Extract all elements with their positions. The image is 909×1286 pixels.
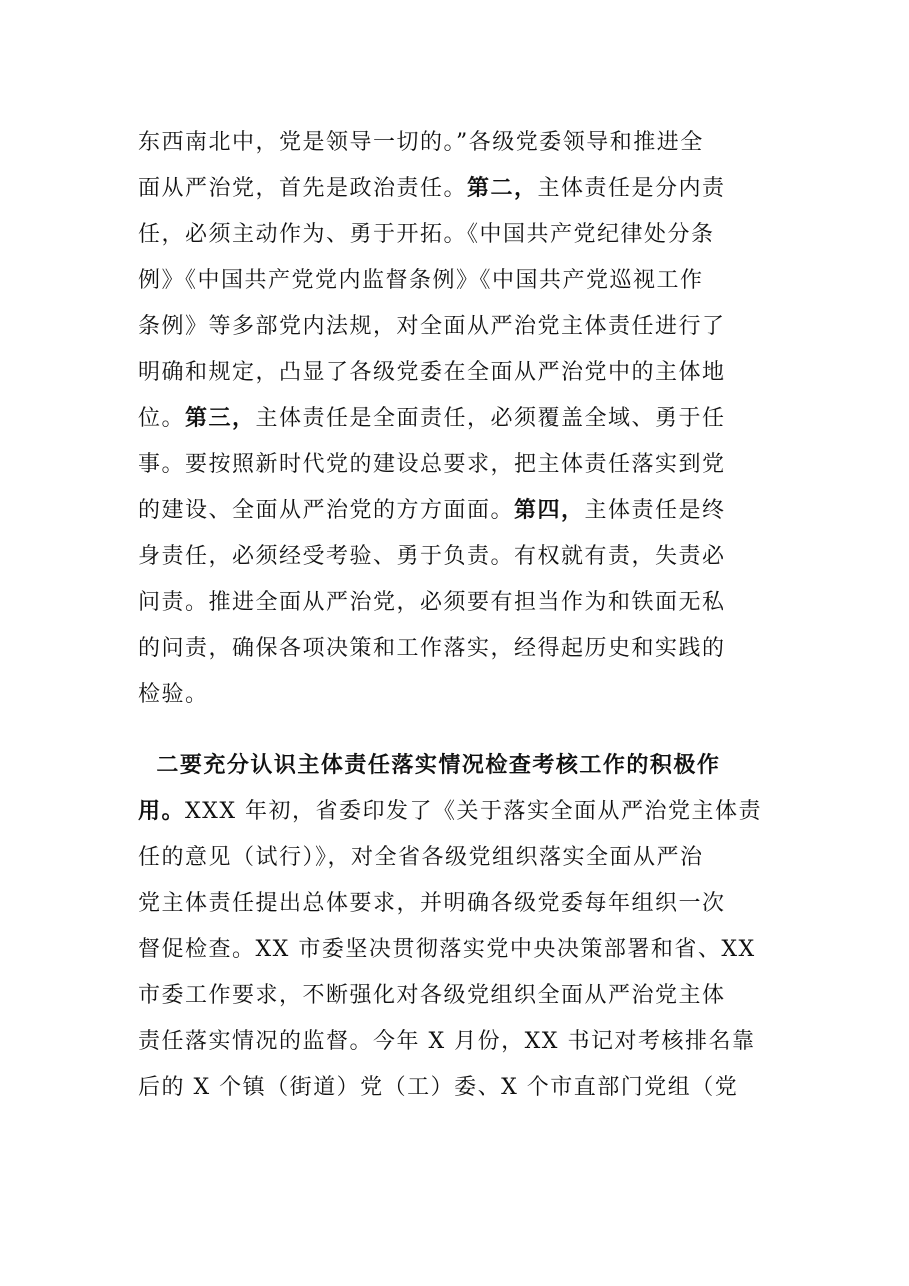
text-segment: 任的意见（试行）》，对全省各级党组织落实全面从严治 [138, 845, 704, 870]
text-line [138, 881, 778, 927]
text-line [138, 973, 778, 1019]
text-line [138, 927, 778, 973]
paragraph-inspection-role [138, 743, 778, 1111]
bold-text-segment: 二要充分认识主体责任落实情况检查考核工作的积极作 [138, 753, 721, 778]
text-line [138, 120, 778, 166]
text-segment: 主体责任是终 [584, 498, 726, 523]
bold-text-segment: 第三， [185, 406, 256, 431]
text-line [138, 580, 778, 626]
bold-text-segment: 第四， [514, 498, 585, 523]
text-segment: 的建设、全面从严治党的方方面面。 [138, 498, 515, 523]
text-segment: 督促检查。XX 市委坚决贯彻落实党中央决策部署和省、XX [138, 937, 756, 962]
text-segment: 责任落实情况的监督。今年 X 月份，XX 书记对考核排名靠 [138, 1029, 756, 1054]
text-segment: 明确和规定，凸显了各级党委在全面从严治党中的主体地 [138, 360, 726, 385]
text-line [138, 1065, 778, 1111]
text-segment: 后的 X 个镇（街道）党（工）委、X 个市直部门党组（党 [138, 1075, 739, 1100]
text-line [138, 166, 778, 212]
text-line [138, 835, 778, 881]
text-line [138, 212, 778, 258]
text-segment: 党主体责任提出总体要求，并明确各级党委每年组织一次 [138, 891, 726, 916]
bold-text-segment: 用。 [138, 799, 186, 824]
text-line [138, 534, 778, 580]
text-segment: 市委工作要求，不断强化对各级党组织全面从严治党主体 [138, 983, 726, 1008]
text-segment: 面从严治党，首先是政治责任。 [138, 176, 468, 201]
text-segment: 问责。推进全面从严治党，必须要有担当作为和铁面无私 [138, 590, 726, 615]
text-segment: 主体责任是分内责 [537, 176, 726, 201]
text-line [138, 396, 778, 442]
text-line [138, 743, 778, 789]
text-line [138, 442, 778, 488]
text-line [138, 789, 778, 835]
text-segment: 位。 [138, 406, 186, 431]
text-segment: 任，必须主动作为、勇于开拓。《中国共产党纪律处分条 [138, 222, 715, 247]
text-line [138, 350, 778, 396]
text-segment: 主体责任是全面责任，必须覆盖全域、勇于任 [255, 406, 726, 431]
text-line [138, 672, 778, 718]
text-segment: 事。要按照新时代党的建设总要求，把主体责任落实到党 [138, 452, 726, 477]
text-line [138, 488, 778, 534]
text-line [138, 304, 778, 350]
paragraph-primary-responsibility [138, 120, 778, 718]
text-segment: 检验。 [138, 682, 209, 707]
text-line [138, 1019, 778, 1065]
text-segment: 东西南北中，党是领导一切的。”各级党委领导和推进全 [138, 130, 704, 155]
text-line [138, 258, 778, 304]
bold-text-segment: 第二， [467, 176, 538, 201]
text-line [138, 626, 778, 672]
text-segment: 例》《中国共产党党内监督条例》《中国共产党巡视工作 [138, 268, 704, 293]
text-segment: 身责任，必须经受考验、勇于负责。有权就有责，失责必 [138, 544, 726, 569]
text-segment: 的问责，确保各项决策和工作落实，经得起历史和实践的 [138, 636, 726, 661]
text-segment: XXX 年初，省委印发了《关于落实全面从严治党主体责 [185, 799, 762, 824]
text-segment: 条例》等多部党内法规，对全面从严治党主体责任进行了 [138, 314, 726, 339]
